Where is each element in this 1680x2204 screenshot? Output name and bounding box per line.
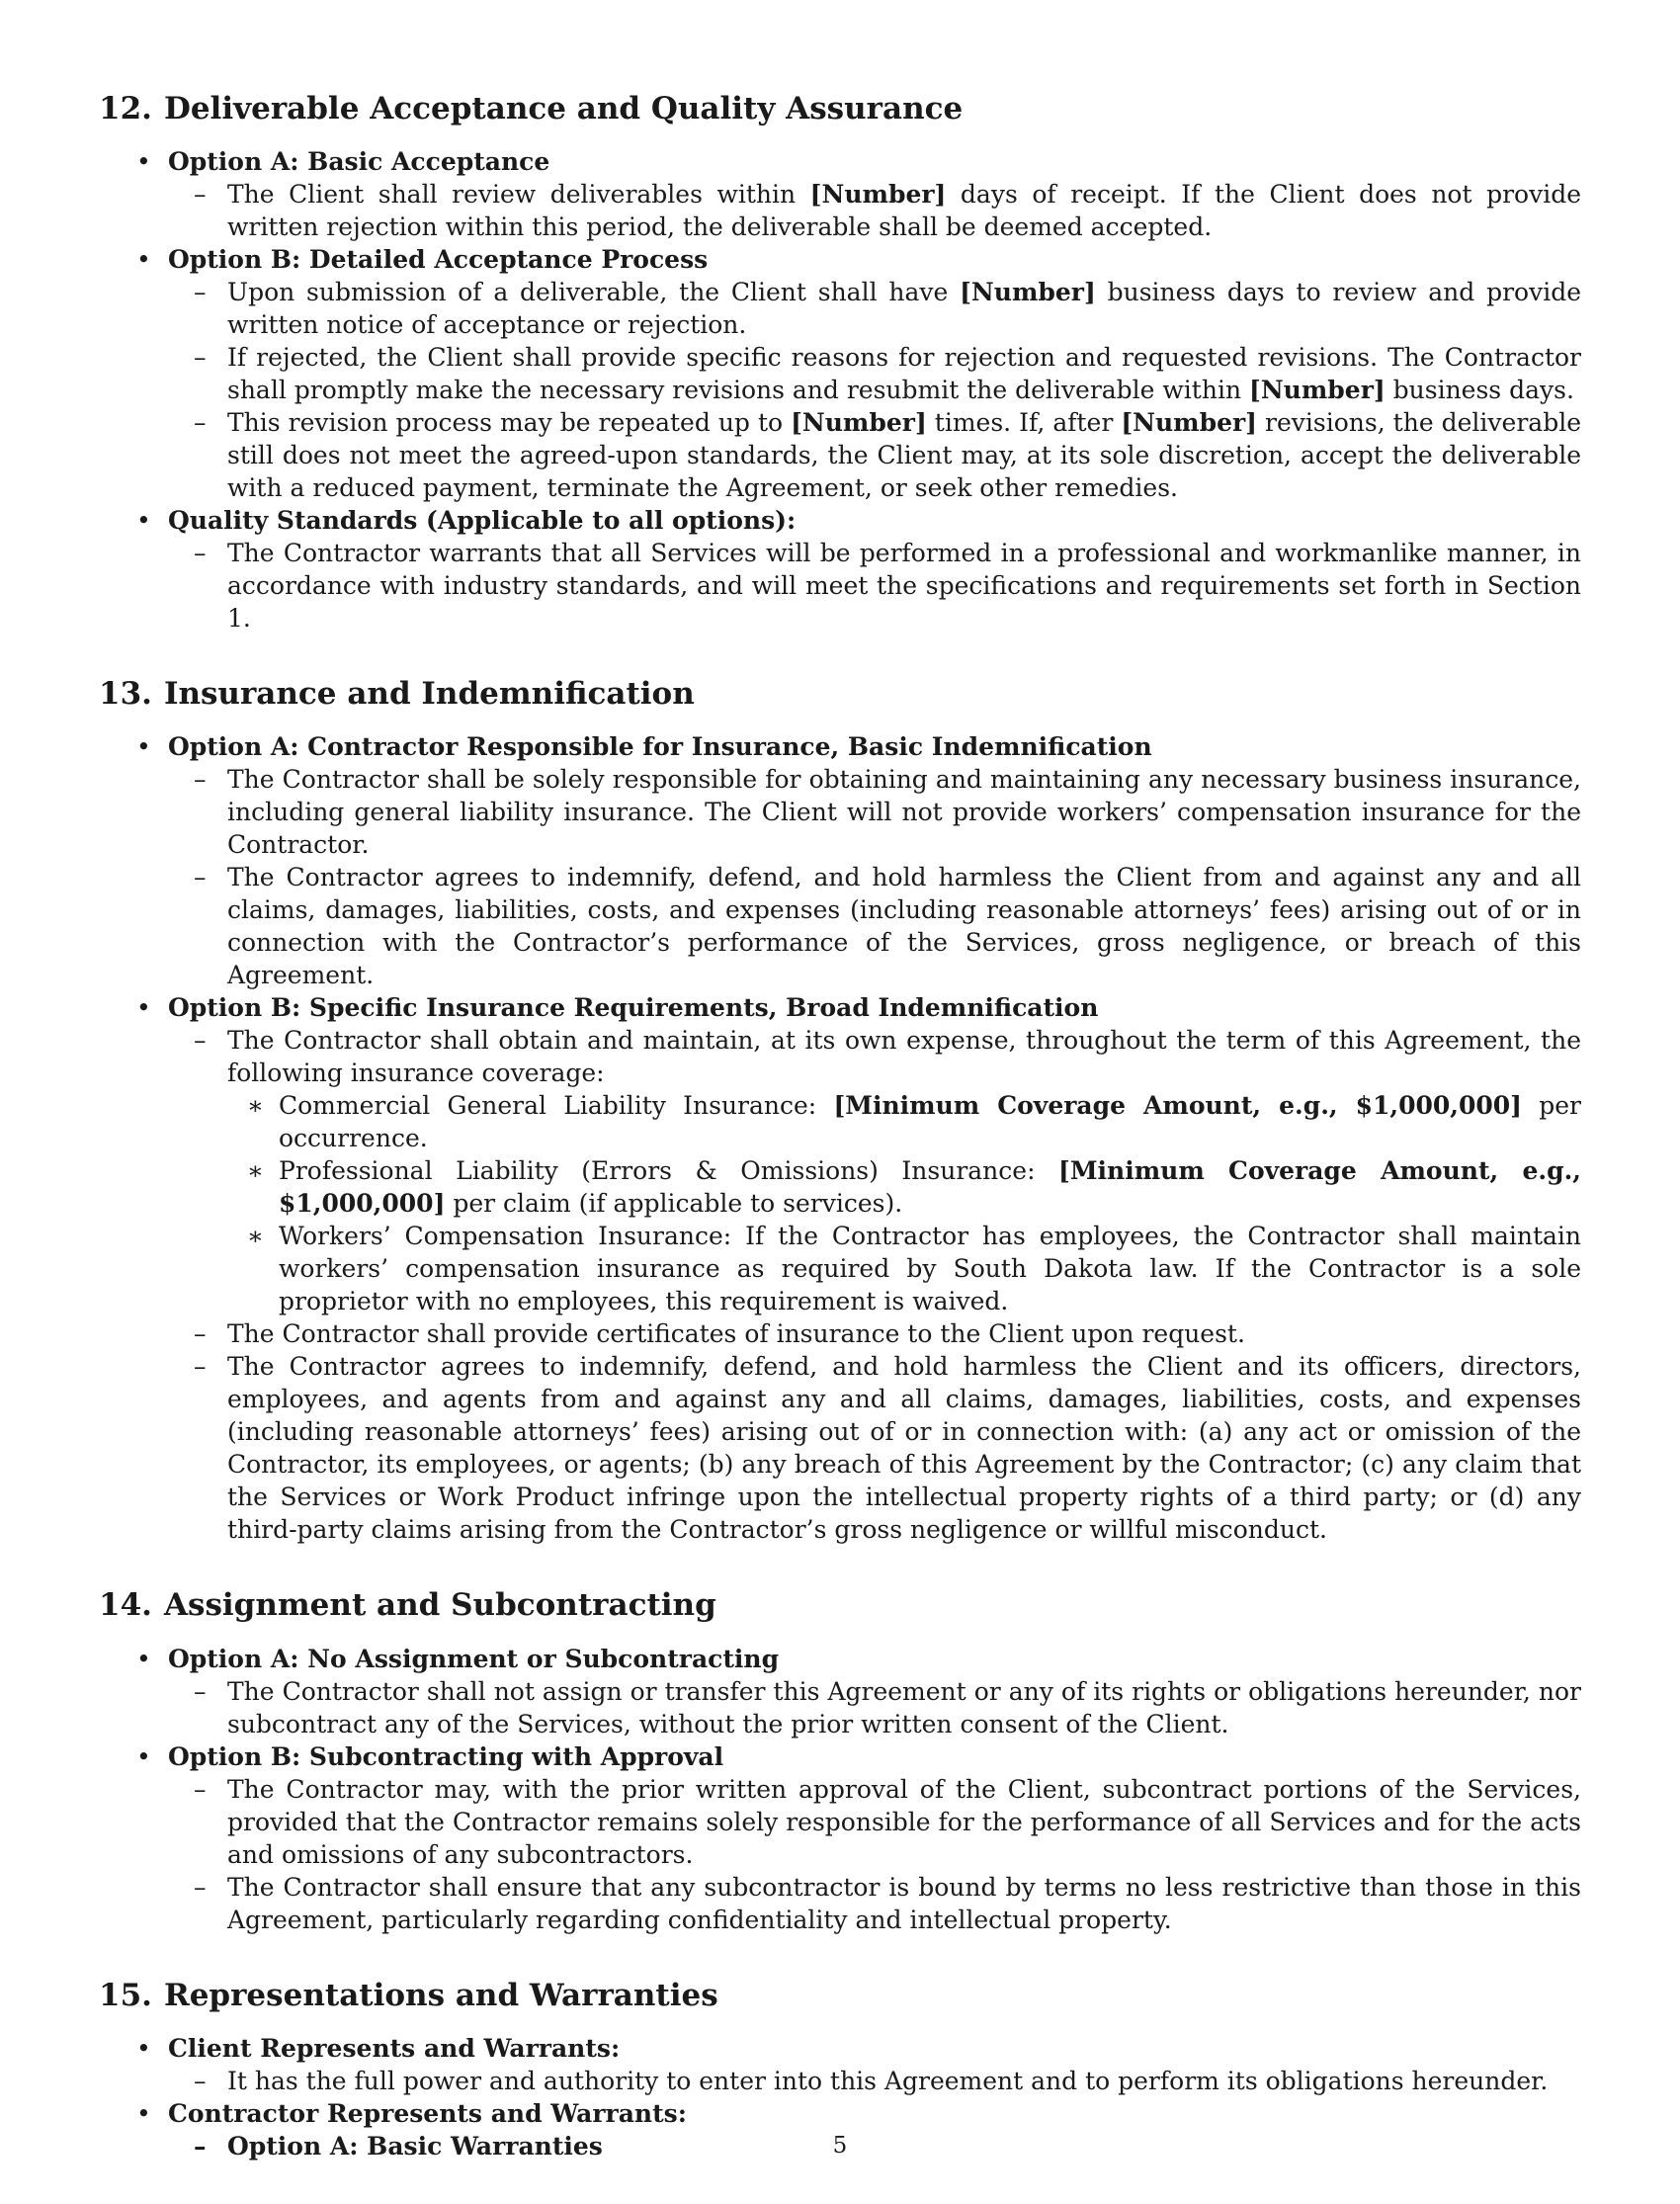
clause-item: – If rejected, the Client shall provide specific reasons for rejection and requested revisions. The Contractor shall promptly make the necessary revisions and resubmit the deliverable within [Number] business days.	[99, 341, 1581, 406]
clause-item: – This revision process may be repeated up to [Number] times. If, after [Number] revisions, the deliverable still does not meet the agreed-upon standards, the Client may, at its sole discretion, accept the deliverable with a reduced payment, terminate the Agreement, or seek other remedies.	[99, 406, 1581, 504]
clause-item: – The Contractor shall be solely responsible for obtaining and maintaining any necessary business insurance, including general liability insurance. The Client will not provide workers’ compensation insurance for the Contractor.	[99, 763, 1581, 861]
clause-item: – It has the full power and authority to enter into this Agreement and to perform its obligations hereunder.	[99, 2065, 1581, 2097]
sub-clause-item: ∗ Commercial General Liability Insurance: [Minimum Coverage Amount, e.g., $1,000,000] per occurrence.	[99, 1089, 1581, 1154]
section-heading: 15. Representations and Warranties	[99, 1977, 718, 2013]
sub-clause-item: ∗ Workers’ Compensation Insurance: If the Contractor has employees, the Contractor shall maintain workers’ compensation insurance as required by South Dakota law. If the Contractor is a sole proprietor with no employees, this requirement is waived.	[99, 1220, 1581, 1317]
clause-item: – The Contractor warrants that all Services will be performed in a professional and workmanlike manner, in accordance with industry standards, and will meet the specifications and requirements set forth in Section 1.	[99, 537, 1581, 635]
option-item: • Contractor Represents and Warrants:	[99, 2097, 1581, 2130]
option-item: • Option A: Basic Acceptance	[99, 145, 1581, 178]
section-heading: 14. Assignment and Subcontracting	[99, 1587, 716, 1624]
clause-item: – Option A: Basic Warranties	[99, 2130, 1581, 2162]
clause-item: – The Contractor agrees to indemnify, defend, and hold harmless the Client and its officers, directors, employees, and agents from and against any and all claims, damages, liabilities, costs, and expenses (including reasonable attorneys’ fees) arising out of or in connection with: (a) any act or omission of the Contractor, its employees, or agents; (b) any breach of this Agreement by the Contractor; (c) any claim that the Services or Work Product infringe upon the intellectual property rights of a third party; or (d) any third-party claims arising from the Contractor’s gross negligence or willful misconduct.	[99, 1350, 1581, 1546]
clause-item: – The Contractor shall not assign or transfer this Agreement or any of its rights or obligations hereunder, nor subcontract any of the Services, without the prior written consent of the Client.	[99, 1675, 1581, 1740]
option-item: • Option A: Contractor Responsible for Insurance, Basic Indemnification	[99, 730, 1581, 763]
clause-item: – The Contractor shall provide certificates of insurance to the Client upon request.	[99, 1317, 1581, 1350]
document-page	[99, 91, 1581, 2204]
option-item: • Option B: Detailed Acceptance Process	[99, 243, 1581, 276]
sub-clause-item: ∗ Professional Liability (Errors & Omissions) Insurance: [Minimum Coverage Amount, e.g., $1,000,000] per claim (if applicable to services).	[99, 1154, 1581, 1220]
option-item: • Option A: No Assignment or Subcontracting	[99, 1643, 1581, 1675]
clause-item: – The Contractor shall obtain and maintain, at its own expense, throughout the term of this Agreement, the following insurance coverage:	[99, 1024, 1581, 1089]
section-12	[99, 91, 1581, 635]
clause-item: – The Contractor agrees to indemnify, defend, and hold harmless the Client from and against any and all claims, damages, liabilities, costs, and expenses (including reasonable attorneys’ fees) arising out of or in connection with the Contractor’s performance of the Services, gross negligence, or breach of this Agreement.	[99, 861, 1581, 991]
clause-item: – Upon submission of a deliverable, the Client shall have [Number] business days to review and provide written notice of acceptance or rejection.	[99, 276, 1581, 341]
section-13	[99, 676, 1581, 1546]
clause-item: – The Client shall review deliverables within [Number] days of receipt. If the Client does not provide written rejection within this period, the deliverable shall be deemed accepted.	[99, 178, 1581, 243]
section-heading: 12. Deliverable Acceptance and Quality Assurance	[99, 91, 964, 127]
section-14	[99, 1587, 1581, 1935]
section-heading: 13. Insurance and Indemnification	[99, 676, 695, 713]
option-item: • Client Represents and Warrants:	[99, 2032, 1581, 2065]
option-item: • Option B: Specific Insurance Requirements, Broad Indemnification	[99, 991, 1581, 1024]
option-item: • Option B: Subcontracting with Approval	[99, 1740, 1581, 1773]
option-item: • Quality Standards (Applicable to all options):	[99, 504, 1581, 537]
clause-item: – The Contractor may, with the prior written approval of the Client, subcontract portions of the Services, provided that the Contractor remains solely responsible for the performance of all Services and for the acts and omissions of any subcontractors.	[99, 1773, 1581, 1871]
page-number: 5	[832, 2133, 848, 2159]
clause-item: – The Contractor shall ensure that any subcontractor is bound by terms no less restrictive than those in this Agreement, particularly regarding confidentiality and intellectual property.	[99, 1871, 1581, 1936]
